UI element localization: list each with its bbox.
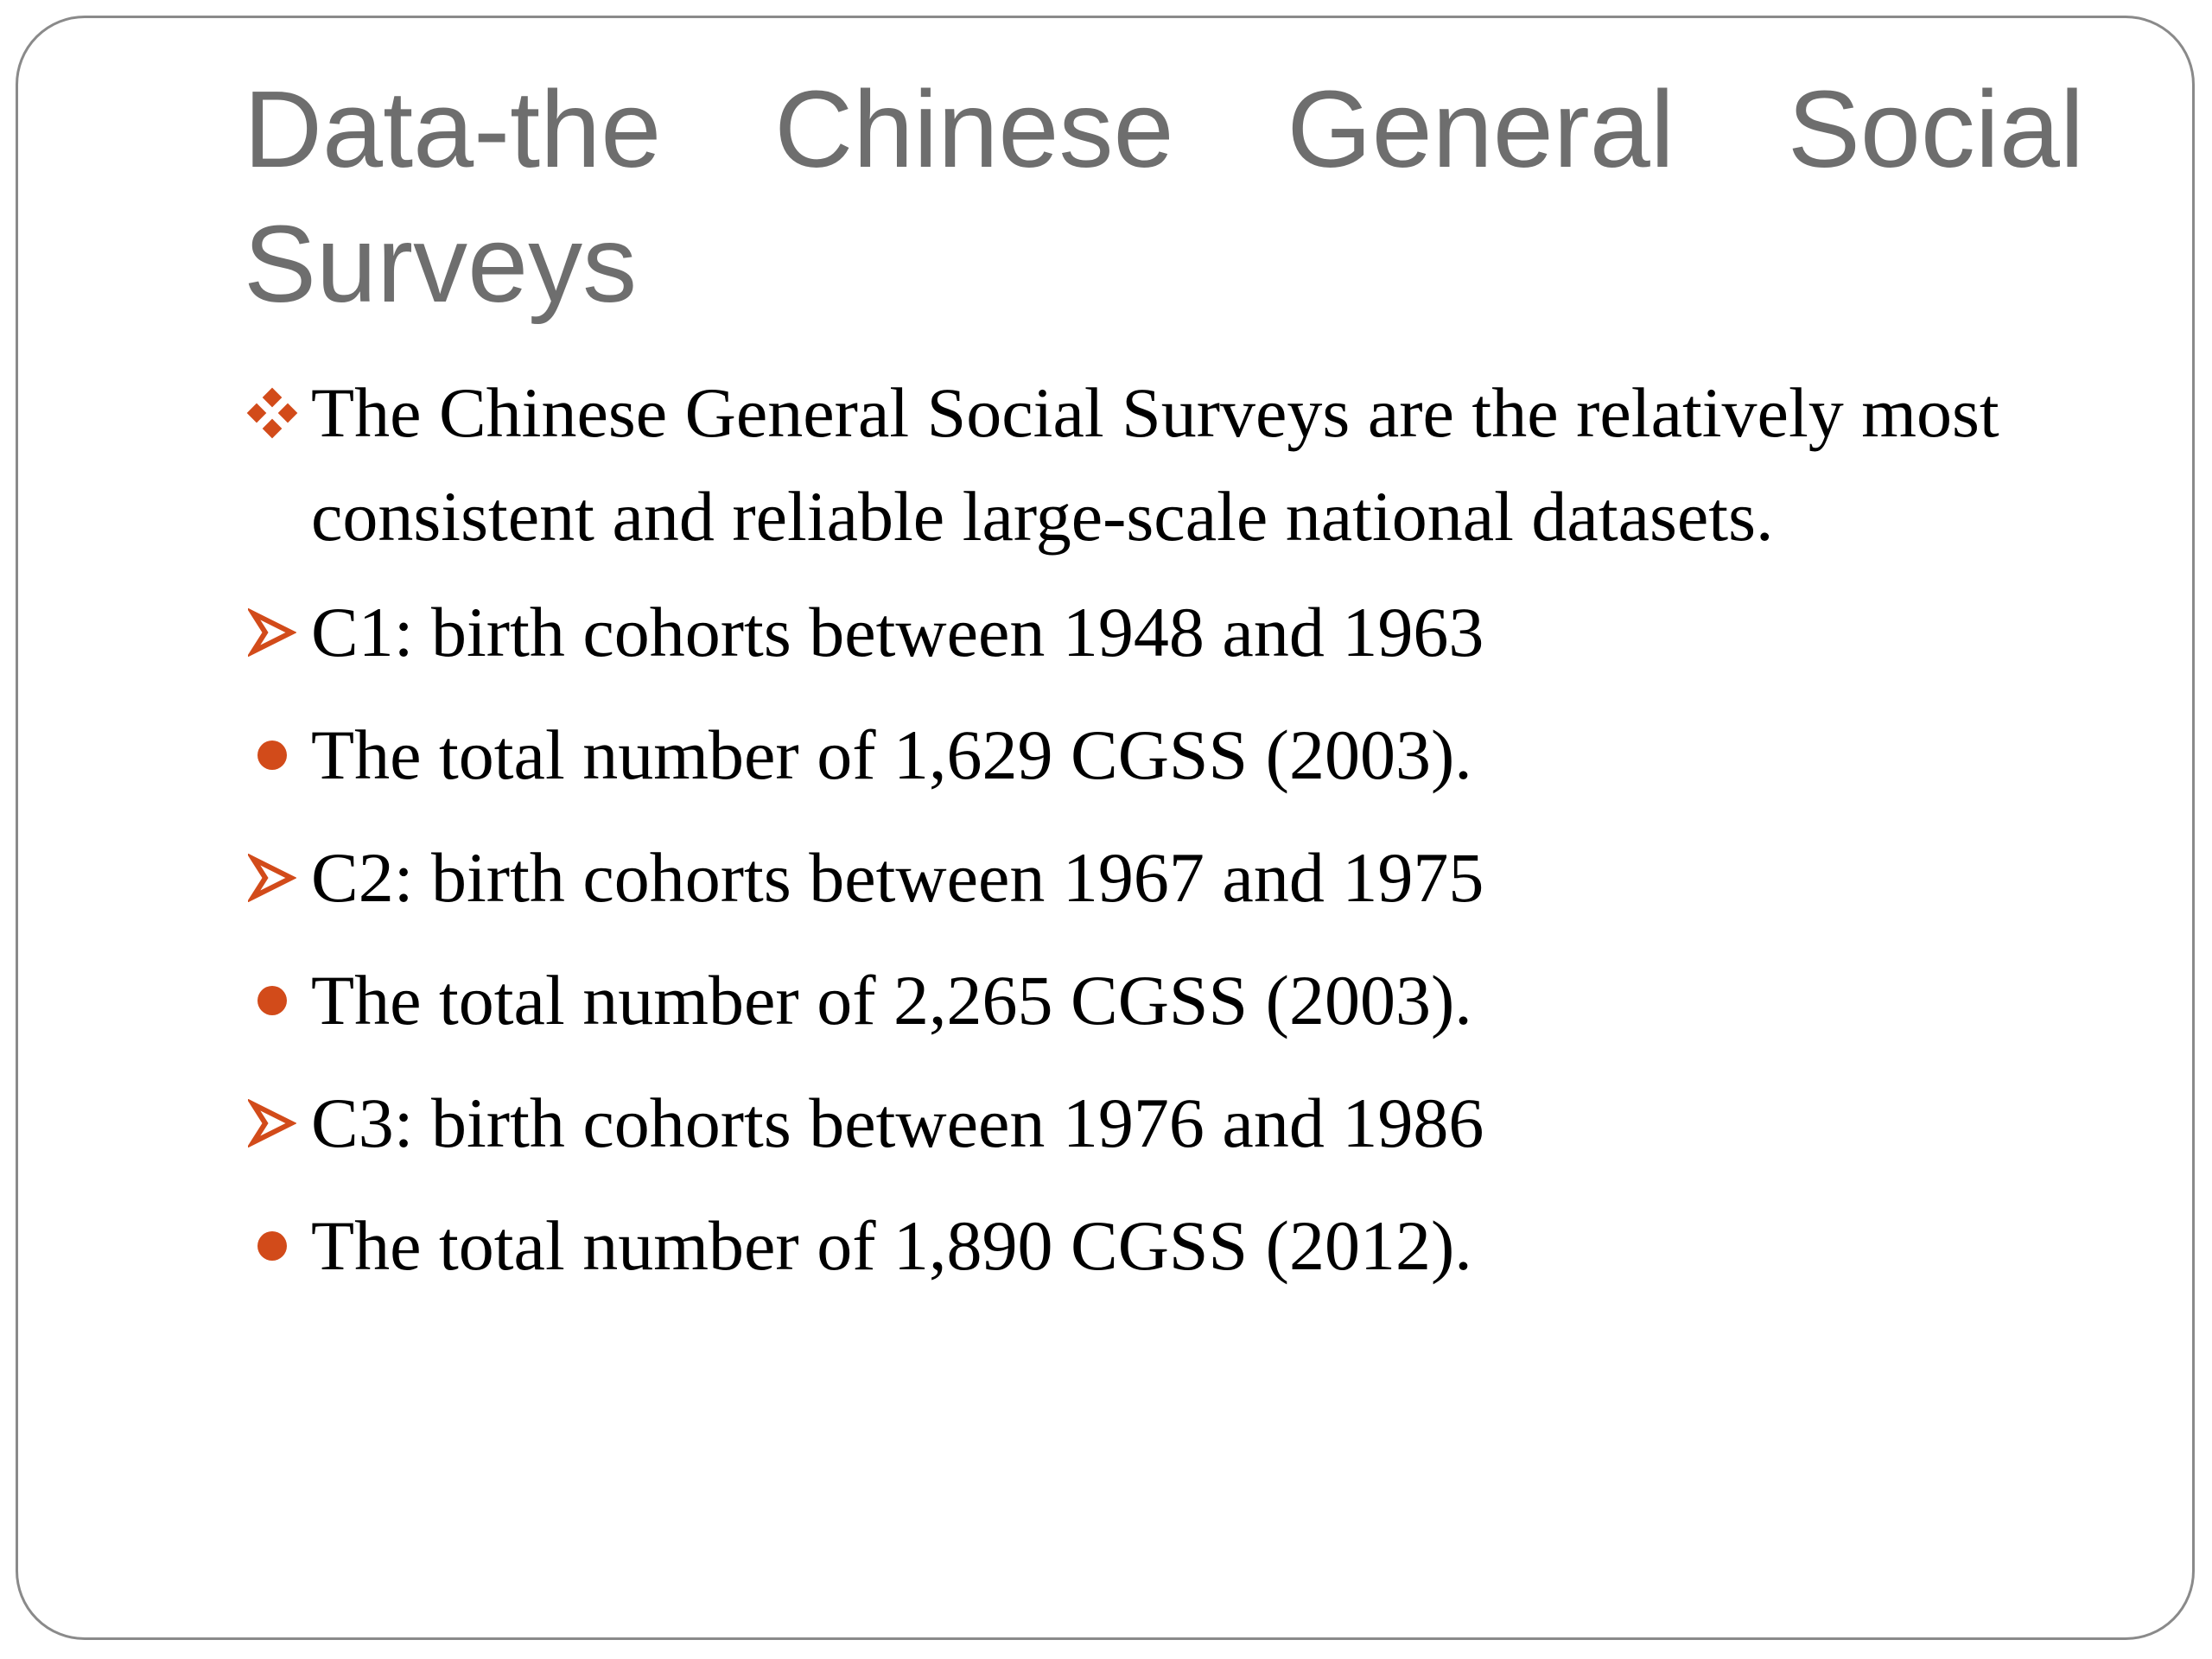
slide-body	[244, 361, 2101, 1298]
dot-icon	[244, 949, 301, 1052]
arrow-right-icon	[244, 826, 301, 930]
diamond-four-icon	[244, 361, 301, 465]
bullet-text: C3: birth cohorts between 1976 and 1986	[311, 1084, 1484, 1162]
bullet-text: C1: birth cohorts between 1948 and 1963	[311, 593, 1484, 671]
bullet-c2	[244, 826, 2101, 930]
bullet-c3-total	[244, 1194, 2101, 1298]
dot-icon	[244, 703, 301, 807]
bullet-c1	[244, 581, 2101, 684]
bullet-intro	[244, 361, 2101, 569]
dot-icon	[244, 1194, 301, 1298]
bullet-text: The Chinese General Social Surveys are the relatively most consistent and reliable large-scale national datasets.	[311, 373, 1999, 556]
bullet-c1-total	[244, 703, 2101, 807]
arrow-right-icon	[244, 1071, 301, 1175]
bullet-text: C2: birth cohorts between 1967 and 1975	[311, 838, 1484, 917]
bullet-text: The total number of 1,890 CGSS (2012).	[311, 1206, 1472, 1285]
bullet-c2-total	[244, 949, 2101, 1052]
bullet-c3	[244, 1071, 2101, 1175]
slide-title: Data-the Chinese General Social Surveys	[244, 68, 2084, 325]
bullet-text: The total number of 2,265 CGSS (2003).	[311, 961, 1472, 1039]
bullet-text: The total number of 1,629 CGSS (2003).	[311, 715, 1472, 794]
arrow-right-icon	[244, 581, 301, 684]
